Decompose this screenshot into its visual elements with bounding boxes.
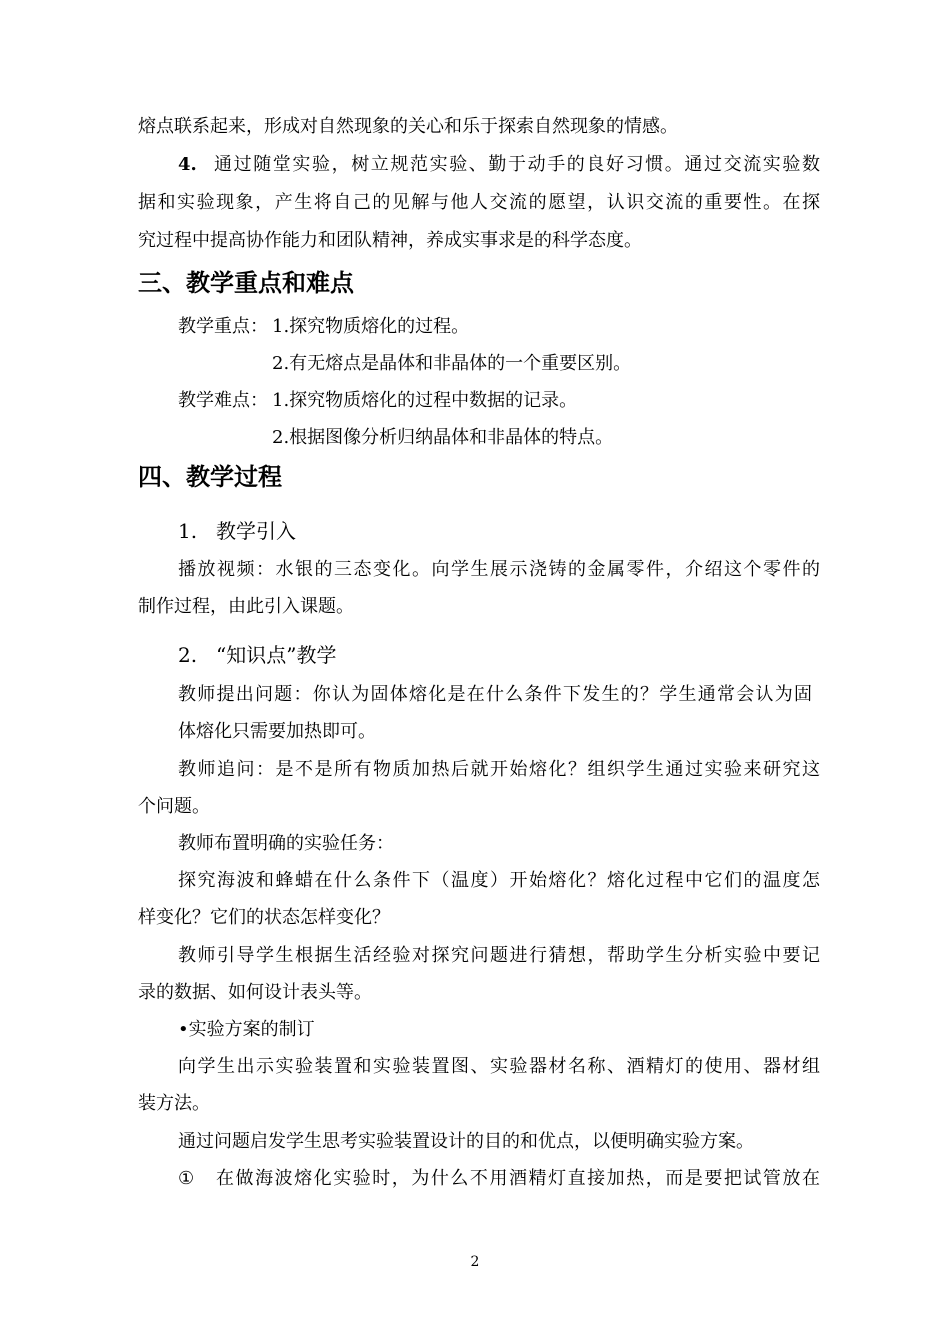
key-point-item: 2.有无熔点是晶体和非晶体的一个重要区别。 [272,353,632,374]
text-line: 向学生出示实验装置和实验装置图、实验器材名称、酒精灯的使用、器材组 [178,1056,820,1077]
text-line: 教师布置明确的实验任务： [178,833,394,854]
subsection-number: 1. [178,519,198,543]
text-line: 装方法。 [138,1093,210,1114]
key-points-label: 教学重点： [178,316,268,337]
text-line: 在做海波熔化实验时，为什么不用酒精灯直接加热，而是要把试管放在 [216,1168,820,1189]
text-line: 播放视频：水银的三态变化。向学生展示浇铸的金属零件，介绍这个零件的 [178,559,820,580]
key-point-item: 1.探究物质熔化的过程。 [272,316,470,337]
text-line: 据和实验现象，产生将自己的见解与他人交流的愿望，认识交流的重要性。在探 [138,192,820,213]
text-line: 制作过程，由此引入课题。 [138,596,354,617]
text-line: 通过问题启发学生思考实验装置设计的目的和优点，以便明确实验方案。 [178,1131,754,1152]
subsection-title: 教学引入 [216,519,296,543]
section-heading: 四、教学过程 [138,463,282,491]
text-line: 体熔化只需要加热即可。 [178,721,376,742]
text-line: 探究海波和蜂蜡在什么条件下（温度）开始熔化？熔化过程中它们的温度怎 [178,870,820,891]
circled-number: ① [178,1168,195,1189]
text-line: 教师提出问题：你认为固体熔化是在什么条件下发生的？学生通常会认为固 [178,684,812,705]
bullet-heading: •实验方案的制订 [178,1019,315,1040]
text-line: 通过随堂实验，树立规范实验、勤于动手的良好习惯。通过交流实验数 [214,154,820,175]
text-line: 熔点联系起来，形成对自然现象的关心和乐于探索自然现象的情感。 [138,116,678,137]
text-line: 样变化？它们的状态怎样变化？ [138,907,390,928]
subsection-number: 2. [178,643,198,667]
list-number: 4. [178,154,197,175]
text-line: 教师追问：是不是所有物质加热后就开始熔化？组织学生通过实验来研究这 [178,759,820,780]
text-line: 教师引导学生根据生活经验对探究问题进行猜想，帮助学生分析实验中要记 [178,945,820,966]
page-number: 2 [470,1254,480,1270]
subsection-title: “知识点”教学 [216,643,337,667]
difficult-points-label: 教学难点： [178,390,268,411]
difficult-point-item: 2.根据图像分析归纳晶体和非晶体的特点。 [272,427,614,448]
text-line: 录的数据、如何设计表头等。 [138,982,372,1003]
text-line: 究过程中提高协作能力和团队精神，养成实事求是的科学态度。 [138,230,642,251]
section-heading: 三、教学重点和难点 [138,269,354,297]
text-line: 个问题。 [138,796,210,817]
difficult-point-item: 1.探究物质熔化的过程中数据的记录。 [272,390,578,411]
